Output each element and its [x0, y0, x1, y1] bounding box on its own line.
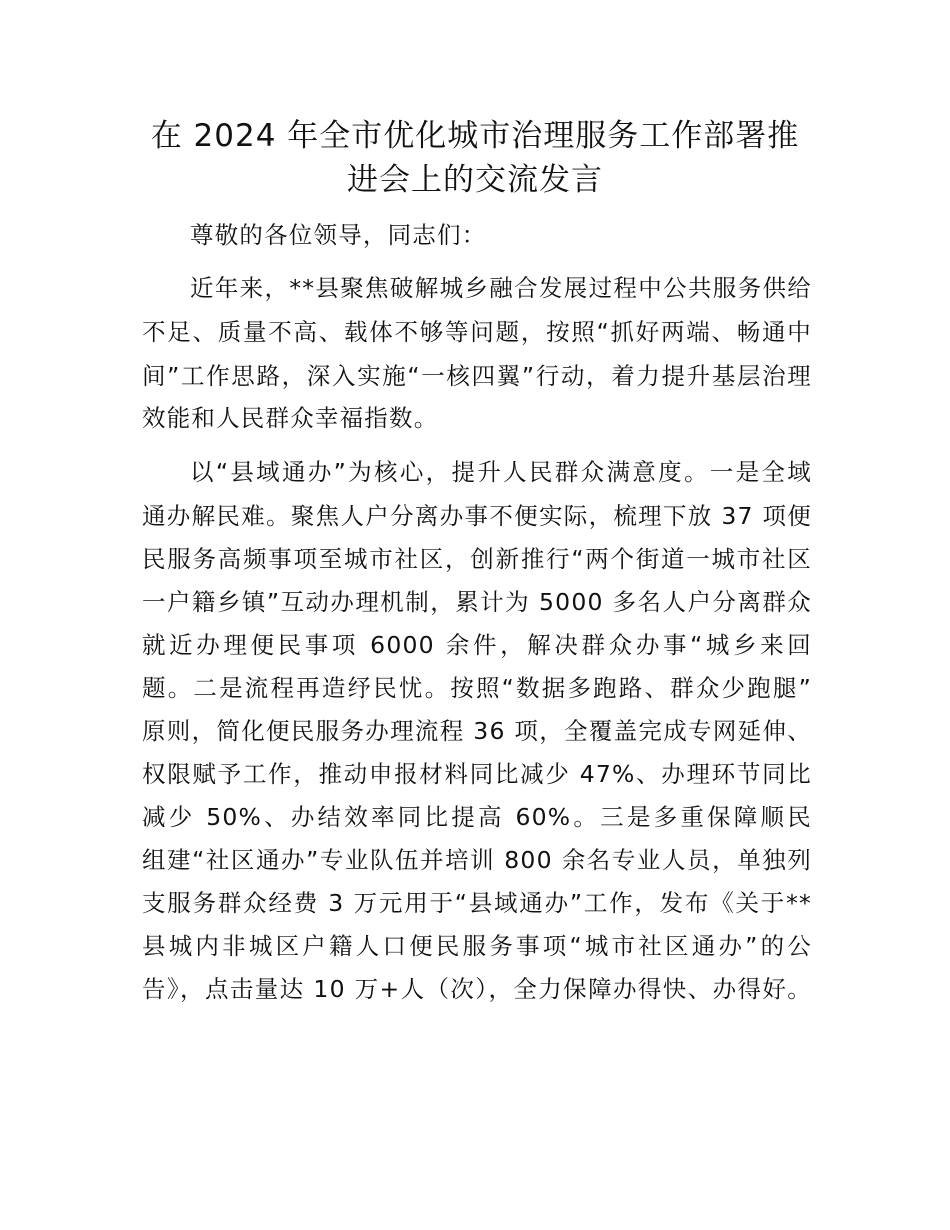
document-title-line-1: 在 2024 年全市优化城市治理服务工作部署推 [150, 118, 800, 154]
paragraph-2-line: 原则，简化便民服务办理流程 36 项，全覆盖完成专网延伸、 [142, 717, 812, 745]
paragraph-2-line: 支服务群众经费 3 万元用于“县域通办”工作，发布《关于** [142, 889, 812, 917]
paragraph-2-line: 以“县域通办”为核心，提升人民群众满意度。一是全域 [190, 458, 812, 486]
paragraph-2-line: 就近办理便民事项 6000 余件，解决群众办事“城乡来回 [142, 631, 812, 659]
paragraph-2-line: 权限赋予工作，推动申报材料同比减少 47%、办理环节同比 [142, 760, 812, 788]
paragraph-2-line: 组建“社区通办”专业队伍并培训 800 余名专业人员，单独列 [142, 846, 812, 874]
paragraph-2-line: 题。二是流程再造纾民忧。按照“数据多跑路、群众少跑腿” [142, 674, 812, 702]
paragraph-1-line: 近年来，**县聚焦破解城乡融合发展过程中公共服务供给 [190, 274, 812, 302]
paragraph-2-line: 通办解民难。聚焦人户分离办事不便实际，梳理下放 37 项便 [142, 502, 812, 530]
paragraph-2-line: 减少 50%、办结效率同比提高 60%。三是多重保障顺民 [142, 803, 812, 831]
paragraph-2-line: 民服务高频事项至城市社区，创新推行“两个街道一城市社区 [142, 545, 812, 573]
paragraph-1-line: 不足、质量不高、载体不够等问题，按照“抓好两端、畅通中 [142, 318, 812, 346]
paragraph-1-line: 效能和人民群众幸福指数。 [142, 404, 439, 432]
paragraph-2-line: 一户籍乡镇”互动办理机制，累计为 5000 多名人户分离群众 [142, 588, 812, 616]
paragraph-2-line: 县城内非城区户籍人口便民服务事项“城市社区通办”的公 [142, 932, 812, 960]
document-title-line-2: 进会上的交流发言 [347, 162, 603, 198]
paragraph-2-line: 告》，点击量达 10 万+人（次），全力保障办得快、办得好。 [142, 975, 812, 1003]
paragraph-1-line: 间”工作思路，深入实施“一核四翼”行动，着力提升基层治理 [142, 362, 812, 390]
salutation: 尊敬的各位领导，同志们： [190, 221, 487, 249]
